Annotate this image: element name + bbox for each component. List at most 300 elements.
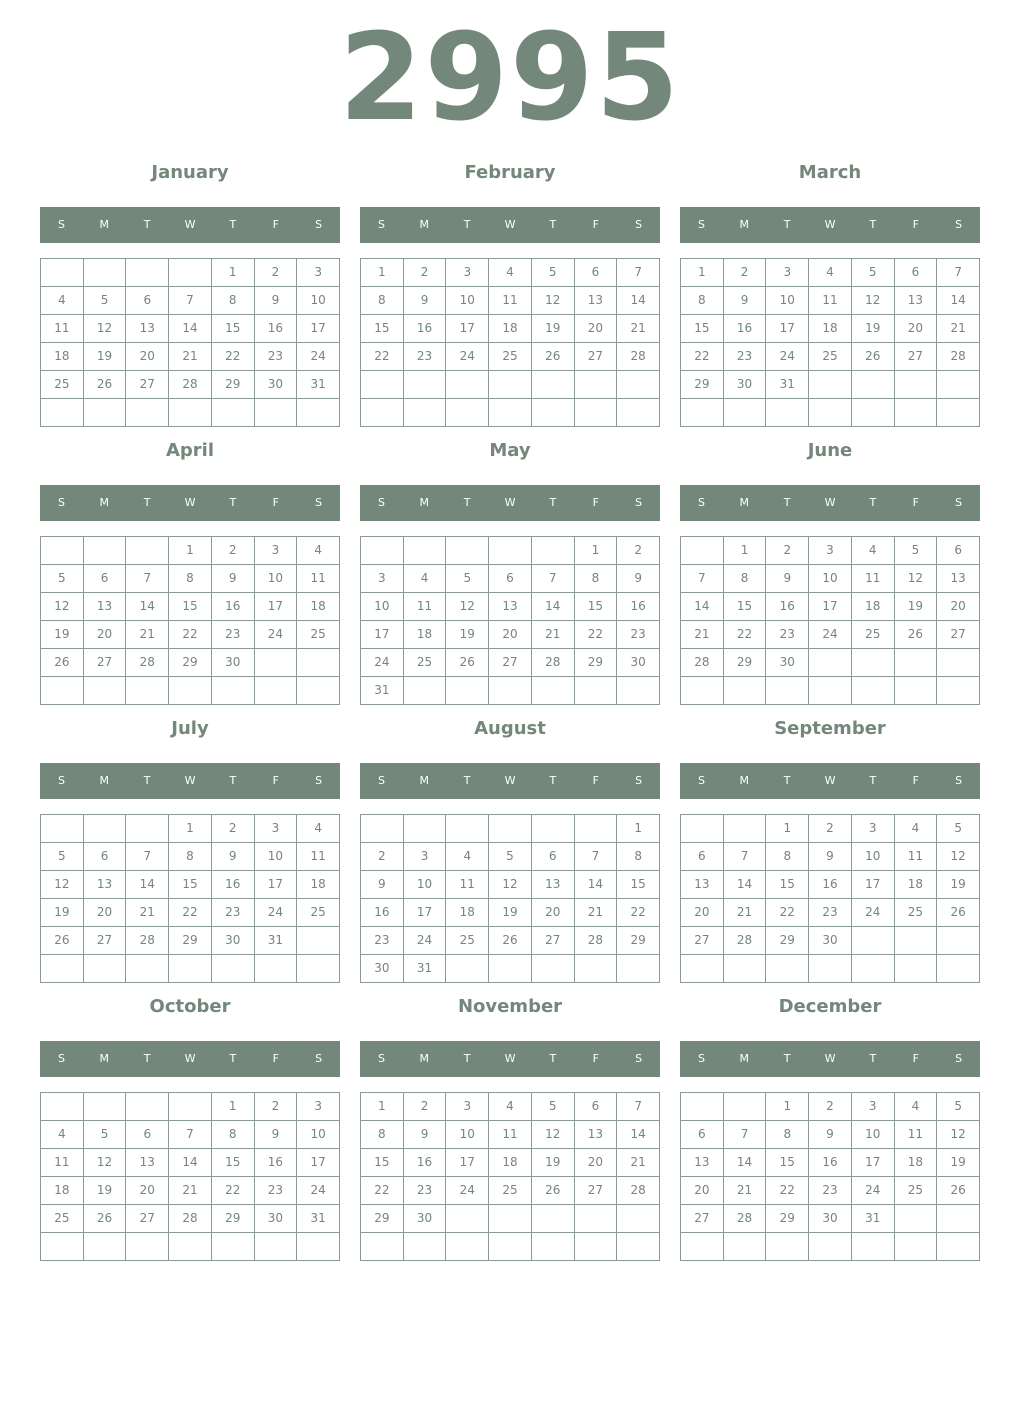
empty-cell bbox=[126, 955, 169, 983]
day-cell: 3 bbox=[297, 1093, 340, 1121]
empty-cell bbox=[446, 1233, 489, 1261]
day-cell: 7 bbox=[126, 843, 169, 871]
weekday-header bbox=[680, 485, 980, 521]
day-cell: 20 bbox=[532, 899, 575, 927]
day-cell: 27 bbox=[575, 343, 618, 371]
day-cell: 29 bbox=[212, 371, 255, 399]
day-cell: 25 bbox=[895, 1177, 938, 1205]
empty-cell bbox=[489, 955, 532, 983]
day-cell: 6 bbox=[84, 565, 127, 593]
weekday-label: F bbox=[272, 1052, 279, 1065]
empty-cell bbox=[617, 1233, 660, 1261]
empty-cell bbox=[297, 677, 340, 705]
day-cell: 16 bbox=[255, 1149, 298, 1177]
empty-cell bbox=[852, 927, 895, 955]
weekday-label: W bbox=[824, 496, 836, 509]
empty-cell bbox=[895, 677, 938, 705]
day-cell: 13 bbox=[681, 871, 724, 899]
day-cell: 5 bbox=[532, 1093, 575, 1121]
day-cell: 24 bbox=[852, 899, 895, 927]
day-cell: 3 bbox=[852, 815, 895, 843]
day-cell: 17 bbox=[297, 315, 340, 343]
day-cell: 22 bbox=[169, 899, 212, 927]
day-cell: 31 bbox=[297, 1205, 340, 1233]
weekday-label: T bbox=[783, 218, 791, 231]
day-cell: 28 bbox=[617, 343, 660, 371]
day-cell: 22 bbox=[575, 621, 618, 649]
day-cell: 26 bbox=[84, 1205, 127, 1233]
day-cell: 6 bbox=[84, 843, 127, 871]
day-cell: 18 bbox=[895, 1149, 938, 1177]
weekday-label: F bbox=[272, 496, 279, 509]
empty-cell bbox=[575, 1205, 618, 1233]
weekday-label: W bbox=[184, 774, 196, 787]
day-cell: 19 bbox=[41, 621, 84, 649]
day-cell: 25 bbox=[852, 621, 895, 649]
month-name: May bbox=[489, 440, 531, 461]
weekday-label: F bbox=[592, 1052, 599, 1065]
day-cell: 20 bbox=[681, 899, 724, 927]
weekday-label: T bbox=[463, 218, 471, 231]
empty-cell bbox=[809, 677, 852, 705]
day-cell: 1 bbox=[212, 259, 255, 287]
empty-cell bbox=[681, 955, 724, 983]
month-name: December bbox=[778, 996, 882, 1017]
weekday-label: W bbox=[824, 774, 836, 787]
day-cell: 18 bbox=[297, 593, 340, 621]
empty-cell bbox=[41, 677, 84, 705]
day-cell: 28 bbox=[169, 1205, 212, 1233]
day-cell: 10 bbox=[361, 593, 404, 621]
day-cell: 27 bbox=[126, 1205, 169, 1233]
empty-cell bbox=[84, 399, 127, 427]
day-cell: 22 bbox=[617, 899, 660, 927]
empty-cell bbox=[681, 677, 724, 705]
weekday-label: S bbox=[697, 1052, 705, 1065]
day-cell: 18 bbox=[852, 593, 895, 621]
day-cell: 18 bbox=[404, 621, 447, 649]
day-cell: 14 bbox=[681, 593, 724, 621]
empty-cell bbox=[724, 1233, 767, 1261]
day-cell: 13 bbox=[84, 593, 127, 621]
month-november bbox=[360, 989, 660, 1261]
weekday-label: W bbox=[824, 1052, 836, 1065]
day-cell: 20 bbox=[895, 315, 938, 343]
day-cell: 9 bbox=[617, 565, 660, 593]
empty-cell bbox=[617, 399, 660, 427]
day-cell: 4 bbox=[446, 843, 489, 871]
empty-cell bbox=[532, 399, 575, 427]
day-cell: 28 bbox=[126, 927, 169, 955]
day-cell: 22 bbox=[681, 343, 724, 371]
day-grid bbox=[360, 536, 660, 705]
day-cell: 16 bbox=[212, 593, 255, 621]
day-cell: 7 bbox=[724, 1121, 767, 1149]
weekday-label: W bbox=[184, 218, 196, 231]
weekday-header bbox=[680, 1041, 980, 1077]
day-cell: 7 bbox=[681, 565, 724, 593]
empty-cell bbox=[617, 677, 660, 705]
day-cell: 8 bbox=[361, 287, 404, 315]
day-cell: 15 bbox=[766, 1149, 809, 1177]
weekday-label: S bbox=[955, 1052, 963, 1065]
day-cell: 22 bbox=[361, 1177, 404, 1205]
day-cell: 1 bbox=[169, 815, 212, 843]
day-cell: 25 bbox=[489, 343, 532, 371]
day-grid bbox=[40, 1092, 340, 1261]
weekday-label: T bbox=[869, 1052, 877, 1065]
empty-cell bbox=[617, 955, 660, 983]
day-cell: 30 bbox=[212, 649, 255, 677]
empty-cell bbox=[126, 1233, 169, 1261]
empty-cell bbox=[255, 677, 298, 705]
day-cell: 13 bbox=[937, 565, 980, 593]
day-cell: 24 bbox=[361, 649, 404, 677]
day-cell: 28 bbox=[681, 649, 724, 677]
weekday-label: T bbox=[549, 496, 557, 509]
day-cell: 4 bbox=[852, 537, 895, 565]
empty-cell bbox=[532, 677, 575, 705]
day-cell: 22 bbox=[766, 899, 809, 927]
day-cell: 14 bbox=[724, 871, 767, 899]
weekday-label: W bbox=[504, 1052, 516, 1065]
day-cell: 23 bbox=[404, 1177, 447, 1205]
day-cell: 12 bbox=[895, 565, 938, 593]
day-cell: 3 bbox=[446, 259, 489, 287]
day-cell: 27 bbox=[532, 927, 575, 955]
day-cell: 26 bbox=[41, 927, 84, 955]
day-cell: 22 bbox=[169, 621, 212, 649]
empty-cell bbox=[489, 815, 532, 843]
day-cell: 15 bbox=[169, 871, 212, 899]
day-cell: 27 bbox=[895, 343, 938, 371]
day-cell: 5 bbox=[532, 259, 575, 287]
empty-cell bbox=[126, 259, 169, 287]
day-cell: 10 bbox=[766, 287, 809, 315]
empty-cell bbox=[361, 1233, 404, 1261]
day-cell: 22 bbox=[766, 1177, 809, 1205]
day-cell: 29 bbox=[169, 649, 212, 677]
day-cell: 23 bbox=[617, 621, 660, 649]
empty-cell bbox=[575, 815, 618, 843]
day-grid bbox=[680, 814, 980, 983]
day-cell: 1 bbox=[575, 537, 618, 565]
empty-cell bbox=[937, 1233, 980, 1261]
empty-cell bbox=[532, 371, 575, 399]
day-cell: 14 bbox=[575, 871, 618, 899]
day-cell: 13 bbox=[489, 593, 532, 621]
empty-cell bbox=[937, 677, 980, 705]
day-cell: 8 bbox=[361, 1121, 404, 1149]
day-cell: 15 bbox=[212, 315, 255, 343]
empty-cell bbox=[532, 815, 575, 843]
day-cell: 16 bbox=[766, 593, 809, 621]
day-cell: 3 bbox=[361, 565, 404, 593]
day-cell: 19 bbox=[937, 1149, 980, 1177]
weekday-label: T bbox=[783, 1052, 791, 1065]
weekday-label: T bbox=[229, 1052, 237, 1065]
day-cell: 4 bbox=[489, 1093, 532, 1121]
day-cell: 15 bbox=[724, 593, 767, 621]
day-cell: 5 bbox=[852, 259, 895, 287]
month-name: June bbox=[807, 440, 853, 461]
day-cell: 18 bbox=[895, 871, 938, 899]
day-cell: 12 bbox=[84, 315, 127, 343]
day-cell: 17 bbox=[255, 871, 298, 899]
day-cell: 12 bbox=[852, 287, 895, 315]
empty-cell bbox=[84, 955, 127, 983]
day-cell: 24 bbox=[446, 1177, 489, 1205]
day-cell: 27 bbox=[489, 649, 532, 677]
day-cell: 21 bbox=[532, 621, 575, 649]
empty-cell bbox=[404, 815, 447, 843]
weekday-label: T bbox=[549, 218, 557, 231]
day-cell: 9 bbox=[212, 843, 255, 871]
empty-cell bbox=[681, 399, 724, 427]
year-title: 2995 bbox=[339, 9, 681, 148]
empty-cell bbox=[297, 1233, 340, 1261]
day-cell: 30 bbox=[212, 927, 255, 955]
empty-cell bbox=[84, 1233, 127, 1261]
day-cell: 24 bbox=[404, 927, 447, 955]
empty-cell bbox=[255, 1233, 298, 1261]
weekday-label: S bbox=[955, 496, 963, 509]
day-cell: 10 bbox=[852, 843, 895, 871]
weekday-label: M bbox=[739, 496, 750, 509]
empty-cell bbox=[169, 1233, 212, 1261]
empty-cell bbox=[852, 955, 895, 983]
empty-cell bbox=[446, 1205, 489, 1233]
weekday-label: F bbox=[912, 774, 919, 787]
empty-cell bbox=[489, 1233, 532, 1261]
empty-cell bbox=[404, 1233, 447, 1261]
weekday-label: T bbox=[783, 774, 791, 787]
day-cell: 10 bbox=[297, 287, 340, 315]
day-cell: 2 bbox=[212, 815, 255, 843]
day-cell: 12 bbox=[937, 843, 980, 871]
day-cell: 29 bbox=[766, 1205, 809, 1233]
weekday-label: F bbox=[592, 774, 599, 787]
day-cell: 24 bbox=[297, 1177, 340, 1205]
weekday-label: S bbox=[315, 1052, 323, 1065]
weekday-label: T bbox=[229, 774, 237, 787]
day-cell: 1 bbox=[169, 537, 212, 565]
day-cell: 21 bbox=[724, 899, 767, 927]
weekday-label: S bbox=[315, 774, 323, 787]
day-cell: 24 bbox=[809, 621, 852, 649]
empty-cell bbox=[724, 815, 767, 843]
day-cell: 24 bbox=[446, 343, 489, 371]
empty-cell bbox=[852, 649, 895, 677]
day-cell: 22 bbox=[212, 343, 255, 371]
weekday-header bbox=[40, 763, 340, 799]
weekday-label: F bbox=[272, 218, 279, 231]
day-cell: 19 bbox=[84, 343, 127, 371]
day-cell: 10 bbox=[446, 1121, 489, 1149]
day-cell: 13 bbox=[681, 1149, 724, 1177]
day-cell: 17 bbox=[852, 871, 895, 899]
day-cell: 26 bbox=[489, 927, 532, 955]
empty-cell bbox=[575, 955, 618, 983]
day-cell: 23 bbox=[724, 343, 767, 371]
day-cell: 20 bbox=[575, 315, 618, 343]
weekday-label: F bbox=[912, 1052, 919, 1065]
day-cell: 5 bbox=[41, 565, 84, 593]
empty-cell bbox=[724, 1093, 767, 1121]
day-grid bbox=[680, 258, 980, 427]
day-cell: 1 bbox=[766, 815, 809, 843]
day-cell: 23 bbox=[404, 343, 447, 371]
day-cell: 12 bbox=[532, 1121, 575, 1149]
day-cell: 16 bbox=[404, 1149, 447, 1177]
day-cell: 7 bbox=[724, 843, 767, 871]
day-grid bbox=[360, 814, 660, 983]
day-cell: 9 bbox=[766, 565, 809, 593]
day-cell: 14 bbox=[169, 1149, 212, 1177]
month-june bbox=[680, 433, 980, 705]
empty-cell bbox=[766, 955, 809, 983]
weekday-label: T bbox=[549, 774, 557, 787]
day-cell: 29 bbox=[361, 1205, 404, 1233]
weekday-label: M bbox=[739, 1052, 750, 1065]
day-cell: 19 bbox=[852, 315, 895, 343]
day-cell: 25 bbox=[297, 899, 340, 927]
day-cell: 17 bbox=[361, 621, 404, 649]
empty-cell bbox=[41, 1233, 84, 1261]
day-cell: 3 bbox=[446, 1093, 489, 1121]
empty-cell bbox=[361, 537, 404, 565]
weekday-label: T bbox=[143, 496, 151, 509]
day-cell: 7 bbox=[169, 1121, 212, 1149]
empty-cell bbox=[41, 1093, 84, 1121]
day-cell: 2 bbox=[809, 1093, 852, 1121]
day-cell: 4 bbox=[297, 815, 340, 843]
day-cell: 6 bbox=[489, 565, 532, 593]
day-cell: 27 bbox=[937, 621, 980, 649]
day-cell: 11 bbox=[446, 871, 489, 899]
day-cell: 24 bbox=[297, 343, 340, 371]
day-cell: 8 bbox=[212, 1121, 255, 1149]
day-cell: 16 bbox=[724, 315, 767, 343]
month-name: July bbox=[171, 718, 209, 739]
empty-cell bbox=[724, 955, 767, 983]
day-cell: 30 bbox=[255, 371, 298, 399]
day-cell: 13 bbox=[895, 287, 938, 315]
empty-cell bbox=[724, 677, 767, 705]
empty-cell bbox=[617, 1205, 660, 1233]
day-grid bbox=[360, 258, 660, 427]
weekday-label: M bbox=[419, 774, 430, 787]
day-cell: 15 bbox=[361, 315, 404, 343]
empty-cell bbox=[489, 677, 532, 705]
day-cell: 13 bbox=[532, 871, 575, 899]
day-cell: 6 bbox=[681, 843, 724, 871]
day-cell: 20 bbox=[681, 1177, 724, 1205]
empty-cell bbox=[724, 399, 767, 427]
weekday-header bbox=[360, 1041, 660, 1077]
day-cell: 2 bbox=[361, 843, 404, 871]
empty-cell bbox=[617, 371, 660, 399]
day-cell: 6 bbox=[575, 1093, 618, 1121]
weekday-label: T bbox=[229, 218, 237, 231]
day-cell: 9 bbox=[809, 843, 852, 871]
weekday-label: S bbox=[697, 496, 705, 509]
day-cell: 26 bbox=[532, 343, 575, 371]
empty-cell bbox=[255, 955, 298, 983]
month-name: March bbox=[798, 162, 862, 183]
day-cell: 23 bbox=[809, 899, 852, 927]
empty-cell bbox=[361, 371, 404, 399]
day-cell: 12 bbox=[532, 287, 575, 315]
month-september bbox=[680, 711, 980, 983]
day-cell: 15 bbox=[766, 871, 809, 899]
day-cell: 17 bbox=[809, 593, 852, 621]
day-cell: 25 bbox=[809, 343, 852, 371]
day-cell: 5 bbox=[41, 843, 84, 871]
day-cell: 19 bbox=[446, 621, 489, 649]
day-cell: 30 bbox=[617, 649, 660, 677]
empty-cell bbox=[937, 649, 980, 677]
day-cell: 1 bbox=[617, 815, 660, 843]
empty-cell bbox=[84, 259, 127, 287]
weekday-label: T bbox=[869, 496, 877, 509]
day-cell: 2 bbox=[617, 537, 660, 565]
weekday-header bbox=[360, 207, 660, 243]
day-cell: 31 bbox=[255, 927, 298, 955]
month-march bbox=[680, 155, 980, 427]
weekday-label: W bbox=[184, 496, 196, 509]
day-cell: 4 bbox=[895, 815, 938, 843]
day-cell: 14 bbox=[169, 315, 212, 343]
day-cell: 16 bbox=[809, 871, 852, 899]
empty-cell bbox=[212, 1233, 255, 1261]
day-cell: 12 bbox=[41, 871, 84, 899]
empty-cell bbox=[489, 1205, 532, 1233]
day-cell: 14 bbox=[126, 871, 169, 899]
weekday-label: S bbox=[635, 1052, 643, 1065]
day-cell: 19 bbox=[895, 593, 938, 621]
day-cell: 19 bbox=[532, 1149, 575, 1177]
day-cell: 15 bbox=[681, 315, 724, 343]
day-cell: 11 bbox=[852, 565, 895, 593]
weekday-label: T bbox=[463, 496, 471, 509]
day-cell: 2 bbox=[404, 259, 447, 287]
empty-cell bbox=[895, 955, 938, 983]
day-cell: 8 bbox=[169, 565, 212, 593]
day-cell: 16 bbox=[361, 899, 404, 927]
day-cell: 10 bbox=[297, 1121, 340, 1149]
empty-cell bbox=[297, 927, 340, 955]
day-cell: 9 bbox=[404, 287, 447, 315]
day-cell: 29 bbox=[617, 927, 660, 955]
day-cell: 25 bbox=[895, 899, 938, 927]
empty-cell bbox=[809, 955, 852, 983]
day-cell: 4 bbox=[297, 537, 340, 565]
day-cell: 2 bbox=[809, 815, 852, 843]
empty-cell bbox=[404, 677, 447, 705]
day-cell: 2 bbox=[766, 537, 809, 565]
day-cell: 31 bbox=[404, 955, 447, 983]
day-cell: 22 bbox=[212, 1177, 255, 1205]
day-cell: 6 bbox=[895, 259, 938, 287]
day-cell: 8 bbox=[766, 1121, 809, 1149]
empty-cell bbox=[169, 259, 212, 287]
day-cell: 14 bbox=[937, 287, 980, 315]
empty-cell bbox=[766, 1233, 809, 1261]
empty-cell bbox=[169, 955, 212, 983]
empty-cell bbox=[937, 399, 980, 427]
empty-cell bbox=[41, 537, 84, 565]
